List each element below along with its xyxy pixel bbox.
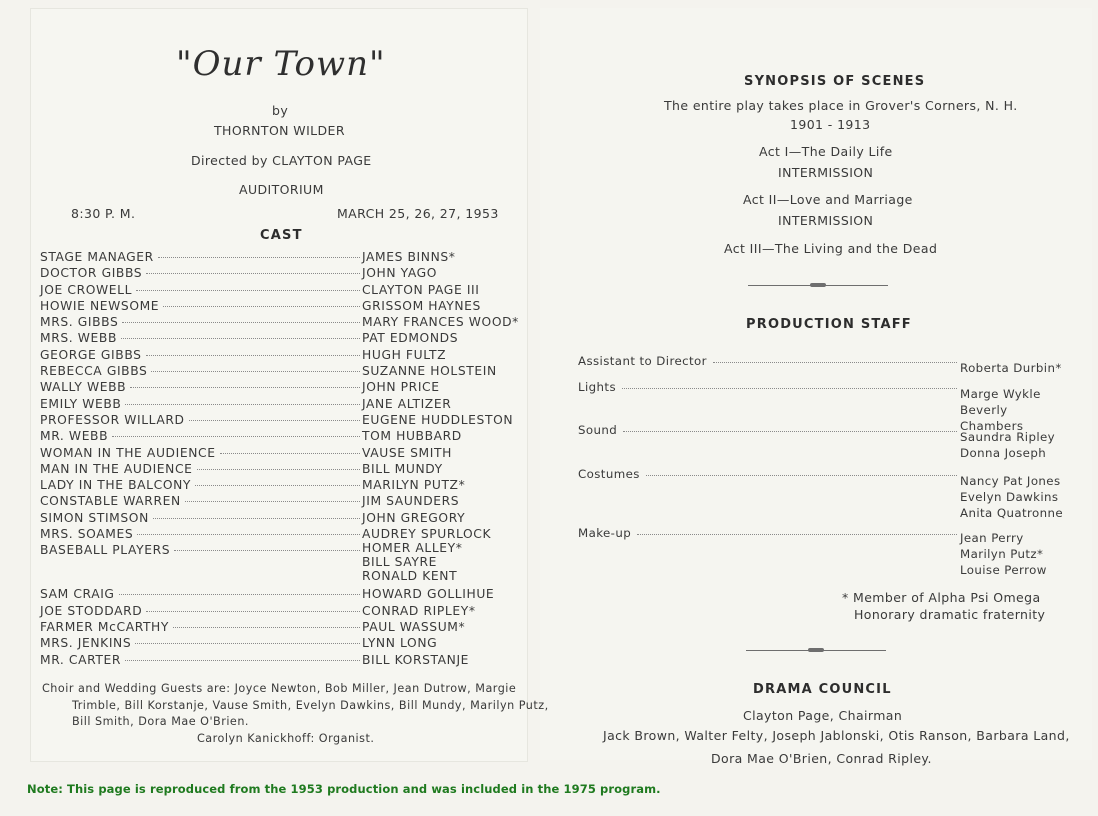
synopsis-years: 1901 - 1913 xyxy=(790,117,871,132)
cast-row: MRS. SOAMES AUDREY SPURLOCK xyxy=(40,527,492,542)
cast-list xyxy=(40,249,520,668)
staff-row: Assistant to Director Roberta Durbin* xyxy=(578,354,1062,375)
cast-row: MRS. JENKINS LYNN LONG xyxy=(40,636,438,651)
cast-row: REBECCA GIBBS SUZANNE HOLSTEIN xyxy=(40,364,497,379)
reproduction-note: Note: This page is reproduced from the 1953 production and was included in the 1975 program. xyxy=(27,782,661,796)
cast-row: MRS. WEBB PAT EDMONDS xyxy=(40,331,459,346)
cast-row: SAM CRAIG HOWARD GOLLIHUE xyxy=(40,587,495,602)
choir-line: Choir and Wedding Guests are: Joyce Newton, Bob Miller, Jean Dutrow, Margie xyxy=(42,682,517,695)
staff-row: Lights Marge Wykle Beverly Chambers xyxy=(578,380,1041,433)
footnote-member: * Member of Alpha Psi Omega xyxy=(842,590,1041,605)
cast-row-baseball: BASEBALL PLAYERS HOMER ALLEY* BILL SAYRE RONALD KENT xyxy=(40,541,463,583)
staff-heading: PRODUCTION STAFF xyxy=(746,317,912,332)
cast-row: CONSTABLE WARREN JIM SAUNDERS xyxy=(40,494,460,509)
act-one: Act I—The Daily Life xyxy=(759,144,893,159)
footnote-fraternity: Honorary dramatic fraternity xyxy=(854,607,1046,622)
council-heading: DRAMA COUNCIL xyxy=(753,682,892,697)
council-members: Dora Mae O'Brien, Conrad Ripley. xyxy=(711,751,932,766)
cast-row: GEORGE GIBBS HUGH FULTZ xyxy=(40,347,447,362)
intermission-two: INTERMISSION xyxy=(778,213,874,228)
choir-line: Bill Smith, Dora Mae O'Brien. xyxy=(72,715,249,728)
synopsis-place: The entire play takes place in Grover's Corners, N. H. xyxy=(664,98,1018,113)
act-three: Act III—The Living and the Dead xyxy=(724,241,938,256)
cast-row: WALLY WEBB JOHN PRICE xyxy=(40,380,440,395)
cast-row: WOMAN IN THE AUDIENCE VAUSE SMITH xyxy=(40,445,452,460)
cast-row: JOE CROWELL CLAYTON PAGE III xyxy=(40,282,480,297)
author-name: THORNTON WILDER xyxy=(214,123,345,138)
venue: AUDITORIUM xyxy=(239,182,324,197)
choir-line: Trimble, Bill Korstanje, Vause Smith, Evelyn Dawkins, Bill Mundy, Marilyn Putz, xyxy=(72,698,549,712)
council-members: Jack Brown, Walter Felty, Joseph Jablonski, Otis Ranson, Barbara Land, xyxy=(603,728,1070,743)
divider-ornament xyxy=(748,285,888,286)
show-dates: MARCH 25, 26, 27, 1953 xyxy=(337,206,499,221)
director-line: Directed by CLAYTON PAGE xyxy=(191,153,372,168)
cast-row: MR. WEBB TOM HUBBARD xyxy=(40,429,462,444)
cast-row: MRS. GIBBS MARY FRANCES WOOD* xyxy=(40,315,519,330)
cast-heading: CAST xyxy=(260,228,303,243)
intermission-one: INTERMISSION xyxy=(778,165,874,180)
cast-row: SIMON STIMSON JOHN GREGORY xyxy=(40,510,466,525)
cast-row: JOE STODDARD CONRAD RIPLEY* xyxy=(40,603,476,618)
show-time: 8:30 P. M. xyxy=(71,206,136,221)
cast-row: FARMER McCARTHY PAUL WASSUM* xyxy=(40,619,466,634)
cast-row: HOWIE NEWSOME GRISSOM HAYNES xyxy=(40,298,481,313)
organist-credit: Carolyn Kanickhoff: Organist. xyxy=(197,731,375,745)
synopsis-heading: SYNOPSIS OF SCENES xyxy=(744,74,926,89)
cast-row: MAN IN THE AUDIENCE BILL MUNDY xyxy=(40,461,443,476)
cast-row: EMILY WEBB JANE ALTIZER xyxy=(40,396,452,411)
cast-row: PROFESSOR WILLARD EUGENE HUDDLESTON xyxy=(40,412,514,427)
council-chair: Clayton Page, Chairman xyxy=(743,708,903,723)
cast-row: DOCTOR GIBBS JOHN YAGO xyxy=(40,266,438,281)
staff-row: Costumes Nancy Pat Jones Evelyn Dawkins Anita Quatronne xyxy=(578,467,1064,520)
cast-row: MR. CARTER BILL KORSTANJE xyxy=(40,652,470,667)
cast-row: STAGE MANAGER JAMES BINNS* xyxy=(40,250,456,264)
by-label: by xyxy=(272,103,289,118)
play-title: "Our Town" xyxy=(176,44,386,84)
staff-row: Sound Saundra Ripley Donna Joseph xyxy=(578,423,1056,460)
act-two: Act II—Love and Marriage xyxy=(743,192,913,207)
choir-credits xyxy=(42,681,549,747)
cast-row: LADY IN THE BALCONY MARILYN PUTZ* xyxy=(40,478,466,493)
divider-ornament xyxy=(746,650,886,651)
staff-row: Make-up Jean Perry Marilyn Putz* Louise Perrow xyxy=(578,526,1047,577)
